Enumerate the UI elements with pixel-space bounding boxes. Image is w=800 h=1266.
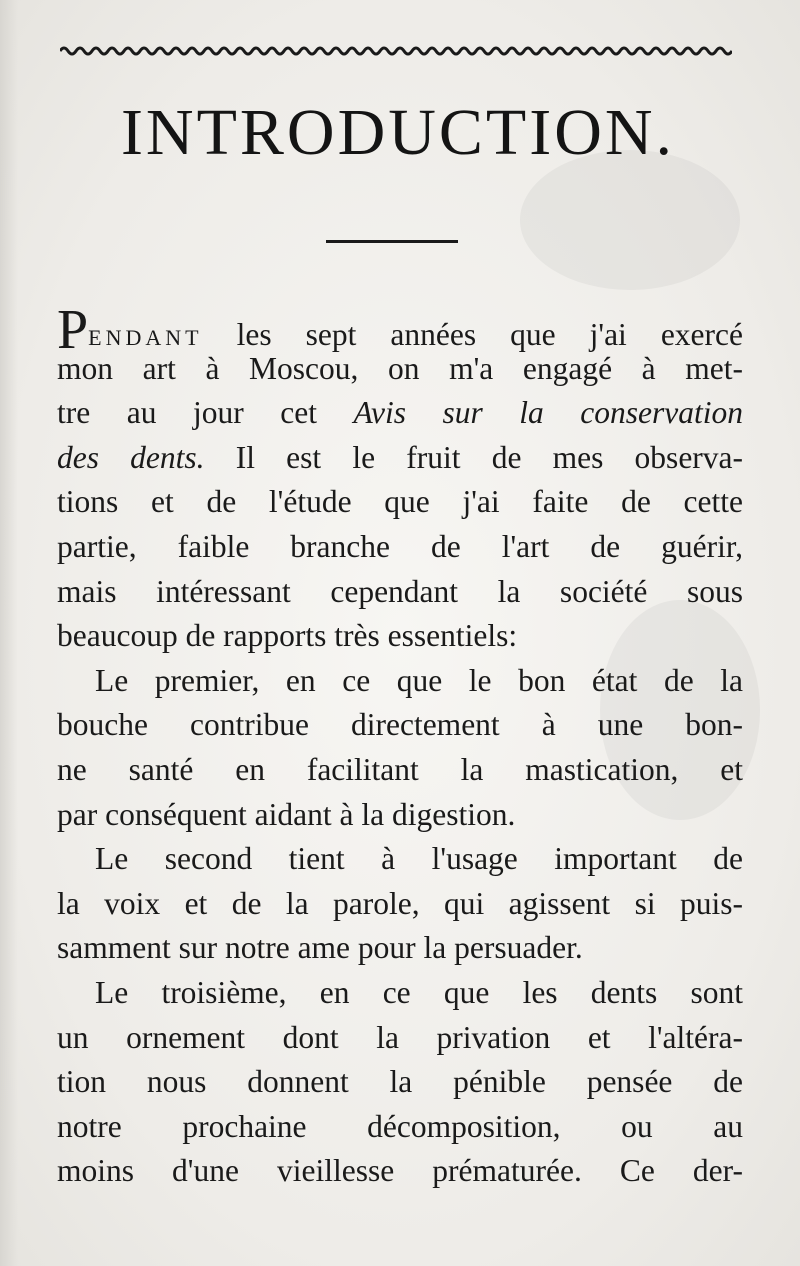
title-divider-rule (326, 240, 458, 243)
text-line: tion nous donnent la pénible pensée de (57, 1064, 743, 1100)
page-gutter-shadow (0, 0, 18, 1266)
italic-book-title: des dents. (57, 439, 205, 475)
text-line: tions et de l'étude que j'ai faite de cette (57, 484, 743, 520)
text-line: par conséquent aidant à la digestion. (57, 796, 516, 832)
text-line: ne santé en facilitant la mastication, et (57, 751, 743, 787)
text-line: Le premier, en ce que le bon état de la (95, 662, 743, 698)
text-line: mais intéressant cependant la société sous (57, 573, 743, 609)
text-line (57, 299, 743, 361)
italic-book-title: Avis sur la conservation (353, 395, 743, 431)
page-title: INTRODUCTION. (120, 96, 676, 169)
bleed-through-stain (520, 150, 740, 290)
text-line: la voix et de la parole, qui agissent si puis- (57, 885, 743, 921)
text-line: Le troisième, en ce que les dents sont (95, 974, 743, 1010)
text-line (57, 436, 743, 481)
text-line: notre prochaine décomposition, ou au (57, 1108, 743, 1144)
text-line: bouche contribue directement à une bon- (57, 707, 743, 743)
text-line: samment sur notre ame pour la persuader. (57, 930, 583, 966)
body-text (57, 299, 744, 1194)
small-caps-word: ENDANT (88, 325, 203, 350)
decorative-header-ornament (60, 42, 732, 60)
text-line: partie, faible branche de l'art de guérir, (57, 528, 743, 564)
drop-cap-letter: P (57, 299, 89, 361)
line-text: Il est le fruit de mes observa- (235, 439, 744, 475)
line-text: les sept années que j'ai exercé (202, 317, 743, 352)
text-line (57, 391, 743, 436)
line-text: tre au jour cet (57, 395, 354, 431)
text-line: mon art à Moscou, on m'a engagé à met- (57, 350, 743, 386)
text-line: beaucoup de rapports très essentiels: (57, 618, 518, 654)
text-line: moins d'une vieillesse prématurée. Ce der- (57, 1153, 743, 1189)
text-line: Le second tient à l'usage important de (95, 841, 743, 877)
text-line: un ornement dont la privation et l'altéra- (57, 1019, 743, 1055)
